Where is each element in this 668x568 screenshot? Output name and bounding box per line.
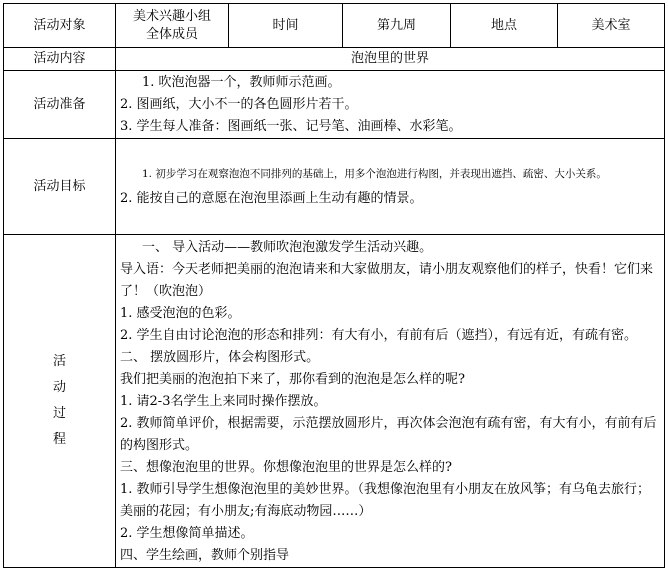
process-line: 三、想像泡泡里的世界。你想像泡泡里的世界是怎么样的? xyxy=(120,460,452,475)
place-label: 地点 xyxy=(451,4,558,48)
process-line: 四、学生绘画，教师个别指导 xyxy=(120,548,290,563)
process-line: 2. 学生想像简单描述。 xyxy=(120,526,254,541)
row-content xyxy=(4,48,665,71)
process-label-char: 过 xyxy=(52,406,66,421)
process-line: 二、 摆放圆形片，体会构图形式。 xyxy=(120,350,320,365)
content-value: 泡泡里的世界 xyxy=(116,48,665,71)
goal-item: 2. 能按自己的意愿在泡泡里添画上生动有趣的情景。 xyxy=(120,190,423,206)
row-process xyxy=(4,235,665,568)
goals-body xyxy=(116,139,665,235)
target-line-1: 美术兴趣小组 xyxy=(132,8,211,24)
target-value xyxy=(116,4,229,48)
target-label: 活动对象 xyxy=(4,4,116,48)
target-line-2: 全体成员 xyxy=(145,26,198,42)
goal-item: 1. 初步学习在观察泡泡不同排列的基础上，用多个泡泡进行构图，并表现出遮挡、疏密、大小关系。 xyxy=(142,167,607,180)
activity-plan-table xyxy=(3,3,665,568)
preparation-item: 2. 图画纸，大小不一的各色圆形片若干。 xyxy=(120,96,358,112)
row-goals xyxy=(4,139,665,235)
process-body xyxy=(116,235,665,568)
preparation-item: 3. 学生每人准备：图画纸一张、记号笔、油画棒、水彩笔。 xyxy=(120,118,462,134)
process-line: 1. 感受泡泡的色彩。 xyxy=(120,306,241,321)
process-line: 导入语：今天老师把美丽的泡泡请来和大家做朋友，请小朋友观察他们的样子，快看！它们来了！（吹泡泡） xyxy=(120,262,654,299)
preparation-label: 活动准备 xyxy=(4,71,116,139)
process-line: 1. 教师引导学生想像泡泡里的美妙世界。（我想像泡泡里有小朋友在放风筝；有乌龟去旅行；美丽的花园；有小朋友;有海底动物园……） xyxy=(120,482,651,519)
row-preparation xyxy=(4,71,665,139)
process-label xyxy=(4,235,116,568)
process-line: 2. 教师简单评价，根据需要，示范摆放圆形片，再次体会泡泡有疏有密，有大有小，有前有后的构图形式。 xyxy=(120,416,657,453)
time-value: 第九周 xyxy=(343,4,451,48)
content-label: 活动内容 xyxy=(4,48,116,71)
preparation-body xyxy=(116,71,665,139)
process-line: 2. 学生自由讨论泡泡的形态和排列：有大有小，有前有后（遮挡），有远有近，有疏有密。 xyxy=(120,328,638,343)
process-label-char: 活 xyxy=(52,354,66,369)
process-line: 我们把美丽的泡泡拍下来了，那你看到的泡泡是怎么样的呢? xyxy=(120,372,465,387)
process-line: 一、 导入活动——教师吹泡泡激发学生活动兴趣。 xyxy=(142,240,433,255)
time-label: 时间 xyxy=(229,4,343,48)
goals-label: 活动目标 xyxy=(4,139,116,235)
process-label-char: 程 xyxy=(52,432,66,447)
process-line: 1. 请2-3名学生上来同时操作摆放。 xyxy=(120,394,327,409)
place-value: 美术室 xyxy=(558,4,665,48)
process-label-char: 动 xyxy=(52,380,66,395)
row-target xyxy=(4,4,665,48)
preparation-item: 1. 吹泡泡器一个，教师师示范画。 xyxy=(142,74,341,90)
